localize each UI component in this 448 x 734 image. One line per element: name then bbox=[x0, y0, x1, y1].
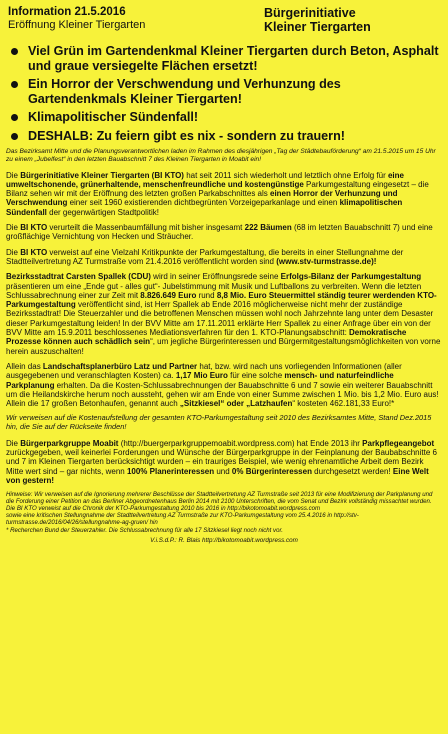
text-span: wird in seiner Eröffnungsrede seine bbox=[150, 272, 281, 282]
bold-text: Bürgerinitiative Kleiner Tiergarten (BI KTO) bbox=[20, 170, 184, 180]
text-span: (http://buergerparkgruppemoabit.wordpress.com) hat Ende 2013 ihr bbox=[118, 438, 363, 448]
bold-text: 222 Bäumen bbox=[244, 223, 292, 233]
bold-text: 8.826.649 Euro bbox=[140, 290, 197, 300]
text-span: Die bbox=[6, 247, 21, 257]
text-span: Die bbox=[6, 438, 21, 448]
text-span: verurteilt die Massenbaumfällung mit bisher insgesamt bbox=[47, 223, 245, 233]
text-span: Ein Horror der Verschwendung und Verhunzung des Gartendenkmals Kleiner Tiergarten! bbox=[28, 77, 341, 106]
paragraph-initiative bbox=[6, 171, 442, 217]
text-span: (68 im letzten Bauabschnitt 7) und eine großflächige Vernichtung von Hecken und Sträucher. bbox=[6, 223, 433, 242]
paragraph-latz bbox=[6, 362, 442, 408]
bullet-item bbox=[6, 110, 442, 125]
bold-text: Landschaftsplanerbüro Latz und Partner bbox=[42, 361, 198, 371]
bold-text: eine umweltschonende, grünerhaltende, menschenfreundliche und kostengünstige bbox=[6, 170, 404, 189]
bold-text: Eine Welt von gestern! bbox=[6, 466, 429, 485]
text-span: durchgesetzt werden! bbox=[311, 466, 393, 476]
paragraph-critique bbox=[6, 248, 442, 267]
text-span: verweist auf eine Vielzahl Kritikpunkte der Parkumgestaltung, die bereits in einer Stellungnahme der Stadtteilvertretung AZ Turmstraße vom 21.4.2016 veröffentlicht worden sind bbox=[6, 247, 404, 266]
text-span: und bbox=[214, 466, 232, 476]
bold-text: Demokratische Prozesse können auch schädlich sein bbox=[6, 328, 407, 347]
info-date: Information 21.5.2016 bbox=[8, 6, 126, 18]
text-span: Klimapolitischer Sündenfall! bbox=[28, 110, 199, 124]
paragraph-trees bbox=[6, 223, 442, 242]
bold-text: 100% Planerinteressen bbox=[126, 466, 215, 476]
bold-text: Erfolgs-Bilanz der Parkumgestaltung bbox=[280, 272, 422, 282]
text-span: Allein das bbox=[6, 361, 43, 371]
bullet-dot-icon bbox=[11, 114, 18, 121]
bullet-dot-icon bbox=[11, 48, 18, 55]
bullet-item bbox=[6, 129, 442, 144]
footnotes bbox=[6, 491, 442, 534]
bold-text: klimapolitischen Sündenfall bbox=[6, 198, 403, 217]
text-span: für eine solche bbox=[227, 371, 285, 381]
note-item: Hinweise: Wir verweisen auf die Ignorierung mehrerer Beschlüsse der Stadtteilvertretung AZ Turmstraße seit 2013 für eine Modifizierung der Parkplanung und die Forderung einer Petition an das Berliner Abgeordnetenhaus Berlin 2014 mit 2100 Unterschriften, die vom Senat und Bezirk vollständig missachtet wurden. bbox=[6, 491, 433, 506]
text-span: “ kosteten 462.181,33 Euro!* bbox=[292, 399, 395, 409]
headline-bullets bbox=[6, 44, 442, 143]
bullet-item bbox=[6, 44, 442, 73]
text-span: präsentieren um eine „Ende gut - alles gut“- Jubelstimmung mit Musik und Luftballons zu verbreiten. Wenn die letzten Schlussabrechnung einer zur Zeit mit bbox=[6, 281, 422, 300]
bold-text: BI KTO bbox=[20, 247, 48, 257]
text-span: veröffentlicht sind, ist Herr Spallek ab Ende 2016 möglicherweise nicht mehr der zuständige Bezirksstadtrat! Die Steuerzahler und die betroffenen Menschen müssen wohl noch Jahrzehnte lang unter dem Desaster dieser Parkumgestaltung leiden! In der BVV Mitte am 17.11.2011 erklärte Herr Spallek zu einer Anfrage über ein von der BVV Mitte am 15.9.2011 beschlossenes Mediationsverfahren für den 1. KTO-Planungsabschnitt: bbox=[6, 300, 434, 338]
bullet-dot-icon bbox=[11, 81, 18, 88]
text-span: Parkumgestaltung eingesetzt – die Bilanz sehen wir mit der Eröffnung des letzten großen Parkabschnittes als bbox=[6, 179, 429, 199]
text-span: rund bbox=[196, 290, 217, 300]
text-span: Die bbox=[6, 170, 21, 180]
bold-text: einen Horror der Verhunzung und Verschwendung bbox=[6, 189, 398, 208]
org-name-line2: Kleiner Tiergarten bbox=[264, 20, 371, 34]
cost-overview-note: Wir verweisen auf die Kostenaufstellung der gesamten KTO-Parkumgestaltung seit 2010 des Bezirksamtes Mitte, Stand Dez.2015 hin, die Sie auf der Rückseite finden! bbox=[6, 413, 432, 432]
text-span: einer seit 1960 existierenden dichtbegrünten Vorzeigeparkanlage und einen bbox=[67, 198, 340, 208]
note-item: * Recherchen Bund der Steuerzahler. Die Schlussabrechnung für alle 17 Sitzkiesel liegt noch nicht vor. bbox=[6, 526, 283, 534]
text-span: Viel Grün im Gartendenkmal Kleiner Tiergarten durch Beton, Asphalt und graue versiegelte Flächen ersetzt! bbox=[28, 44, 439, 73]
bold-text: Bürgerparkgruppe Moabit bbox=[20, 438, 119, 448]
bold-text: 0% Bürgerinteressen bbox=[231, 466, 312, 476]
org-name-line1: Bürgerinitiative bbox=[264, 6, 356, 20]
imprint-signature: V.i.S.d.P.: R. Blais http://bikotomoabit.wordpress.com bbox=[150, 536, 298, 544]
note-item: Die BI KTO verweist auf die Chronik der KTO-Parkumgestaltung 2010 bis 2016 in http://bikotomoabit.wordpress.com bbox=[6, 505, 321, 513]
flyer-header bbox=[6, 4, 442, 44]
header-left bbox=[8, 6, 145, 32]
text-span: hat seit 2011 sich wiederholt und letztlich ohne Erfolg für bbox=[183, 170, 388, 180]
bold-text: BI KTO bbox=[20, 223, 48, 233]
text-span: Die bbox=[6, 223, 21, 233]
text-span: DESHALB: Zu feiern gibt es nix - sondern zu trauern! bbox=[28, 128, 345, 143]
bullet-dot-icon bbox=[11, 133, 18, 140]
bullet-item bbox=[6, 77, 442, 106]
bold-text: 1,17 Mio Euro bbox=[175, 371, 228, 381]
stv-link[interactable]: (www.stv-turmstrasse.de)! bbox=[276, 256, 377, 266]
text-span: zurückgegeben, weil keinerlei Forderungen und Wünsche der Bürgerparkgruppe in der Feinplanung der Baubabschnitte 6 und 7 im Kleinen Tiergarten berücksichtigt wurden – ein trauriges Beispiel, wie wenig ehrenamtliche Arbeit dem Bezirk Mitte wert sind – gar nichts, wenn bbox=[6, 447, 437, 476]
text-span: der gegenwärtigen Stadtpolitik! bbox=[46, 207, 159, 217]
bold-text: „Sitzkiesel“ oder „Latzhaufen bbox=[179, 399, 293, 409]
bold-text: Bezirksstadtrat Carsten Spallek (CDU) bbox=[6, 272, 151, 282]
text-span: “, um jegliche Bürgerinteressen und Bürgermitgestaltungsmöglichkeiten von vorne herein auszuschalten! bbox=[6, 337, 441, 356]
paragraph-spallek bbox=[6, 272, 442, 356]
header-right bbox=[264, 6, 371, 34]
text-span: erhalten. Da die Kosten-Schlussabrechnungen der Bauabschnitte 6 und 7 sowie ein weiterer Bauabschnitt um die Heilandskirche herum noch aussteht, gehen wir am Ende von einer Summe zwischen 1 Mio. bis 1,2 Mio. Euro aus! Allein die 17 großen Betonhaufen, genannt auch bbox=[6, 380, 439, 409]
event-title: Eröffnung Kleiner Tiergarten bbox=[8, 19, 146, 31]
bold-text: 8,8 Mio. Euro Steuermittel ständig teurer werdenden KTO-Parkumgestaltung bbox=[6, 290, 437, 310]
note-item: sowie eine kritischen Stellungnahme der Stadtteilvertretung AZ Turmstraße zur KTO-Parkumgestaltung vom 25.4.2016 in http://stv-turmstrasse.de/2016/04/26/stellungnahme-ag-gruen/ hin bbox=[6, 512, 359, 527]
bold-text: mensch- und naturfeindliche Parkplanung bbox=[6, 371, 394, 390]
intro-text: Das Bezirksamt Mitte und die Planungsverantwortlichen laden im Rahmen des diesjährigen „Tag der Städtebauförderung“ am 21.5.2015 um 15 Uhr zu einem „Jubelfest“ in den letzten Bauabschnitt 7 des Kleinen Tiergarten in Moabit ein! bbox=[6, 148, 436, 163]
paragraph-buergerpark bbox=[6, 439, 442, 485]
text-span: hat, bzw. wird nach uns vorliegenden Informationen (aller ausgegebenen und veranschlagten Kosten) ca. bbox=[6, 361, 402, 381]
bold-text: Parkpflegeangebot bbox=[362, 438, 435, 448]
